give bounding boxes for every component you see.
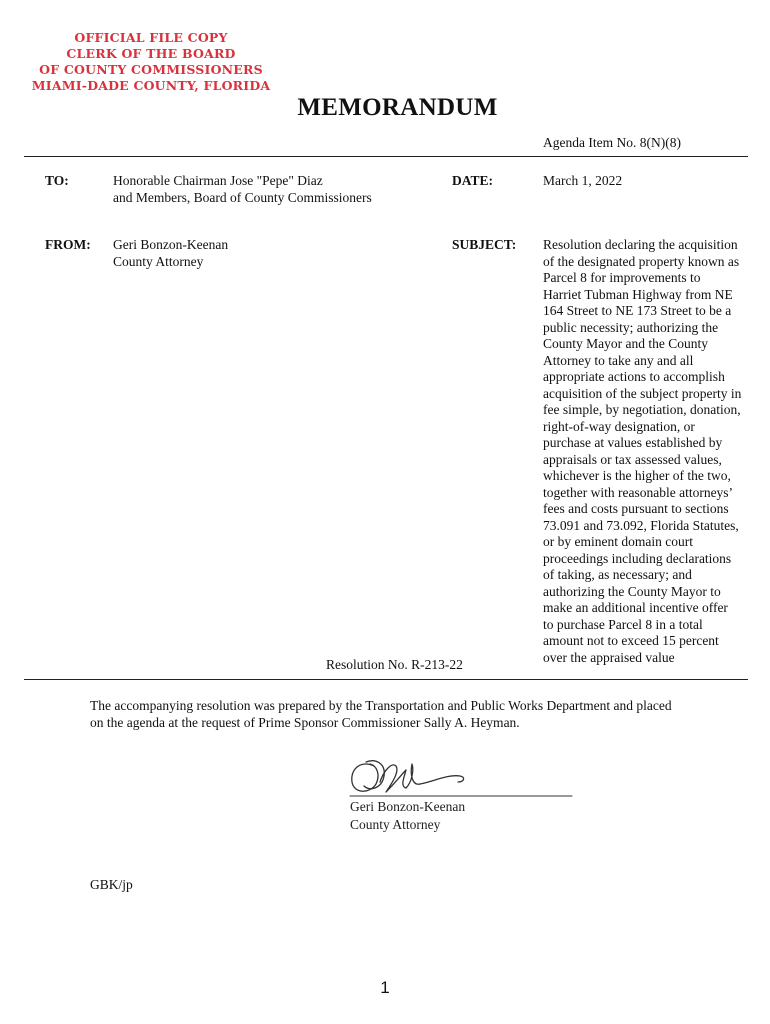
subject-line: Attorney to take any and all <box>543 352 694 368</box>
subject-line: fee simple, by negotiation, donation, <box>543 402 741 417</box>
signer-title: County Attorney <box>350 817 441 832</box>
subject-line: authorizing the County Mayor to <box>543 583 721 599</box>
from-line: County Attorney <box>113 253 204 269</box>
subject-line: Harriet Tubman Highway from NE <box>543 286 733 302</box>
agenda-item-number: Agenda Item No. 8(N)(8) <box>543 135 681 150</box>
subject-line: make an additional incentive offer <box>543 600 728 615</box>
subject-line: fees and costs pursuant to sections <box>543 501 729 516</box>
subject-line: of taking, as necessary; and <box>543 567 692 582</box>
subject-line: to purchase Parcel 8 in a total <box>543 616 703 632</box>
from-line: Geri Bonzon-Keenan <box>113 237 229 252</box>
subject-line: 164 Street to NE 173 Street to be a <box>543 303 732 318</box>
resolution-number: Resolution No. R-213-22 <box>326 657 463 672</box>
date-value: March 1, 2022 <box>543 173 623 188</box>
page-number: 1 <box>380 978 390 997</box>
subject-label: SUBJECT: <box>452 237 517 252</box>
subject-line: appraisals or tax assessed values, <box>543 451 722 467</box>
subject-line: Parcel 8 for improvements to <box>543 270 701 285</box>
subject-line: appropriate actions to accomplish <box>543 369 725 384</box>
subject-line: acquisition of the subject property in <box>543 385 742 401</box>
subject-line: public necessity; authorizing the <box>543 319 719 335</box>
to-label: TO: <box>45 173 69 188</box>
subject-line: purchase at values established by <box>543 435 723 450</box>
reference-initials: GBK/jp <box>90 877 133 892</box>
subject-line: Resolution declaring the acquisition <box>543 237 738 252</box>
subject-line: right-of-way designation, or <box>543 418 695 434</box>
to-line: and Members, Board of County Commissioners <box>113 189 372 205</box>
memo-body <box>90 697 690 731</box>
stamp-line: OFFICIAL FILE COPY <box>74 30 228 45</box>
subject-line: proceedings including declarations <box>543 550 732 566</box>
subject-line: County Mayor and the County <box>543 336 708 351</box>
stamp-line: CLERK OF THE BOARD <box>66 46 236 61</box>
signer-block <box>350 798 465 834</box>
subject-text <box>543 237 753 666</box>
subject-line: or by eminent domain court <box>543 534 693 549</box>
from-sender <box>113 237 228 270</box>
subject-line: 73.091 and 73.092, Florida Statutes, <box>543 517 739 533</box>
from-label: FROM: <box>45 237 91 252</box>
body-line: The accompanying resolution was prepared by the Transportation and Public Works Department and placed <box>90 698 672 713</box>
header-divider-bottom <box>24 679 748 680</box>
signer-name: Geri Bonzon-Keenan <box>350 799 466 814</box>
subject-line: together with reasonable attorneys’ <box>543 484 734 500</box>
stamp-line: OF COUNTY COMMISSIONERS <box>39 62 263 77</box>
subject-line: of the designated property known as <box>543 253 740 269</box>
handwritten-signature <box>340 752 580 804</box>
memorandum-title: MEMORANDUM <box>297 94 498 121</box>
body-line: on the agenda at the request of Prime Sponsor Commissioner Sally A. Heyman. <box>90 715 520 730</box>
to-recipients <box>113 173 443 206</box>
subject-line: over the appraised value <box>543 649 675 665</box>
stamp-line: MIAMI-DADE COUNTY, FLORIDA <box>31 78 271 93</box>
to-line: Honorable Chairman Jose "Pepe" Diaz <box>113 173 323 188</box>
subject-line: amount not to exceed 15 percent <box>543 633 719 648</box>
header-divider-top <box>24 156 748 157</box>
date-label: DATE: <box>452 173 494 188</box>
official-file-copy-stamp <box>26 30 276 94</box>
subject-line: whichever is the higher of the two, <box>543 468 731 483</box>
